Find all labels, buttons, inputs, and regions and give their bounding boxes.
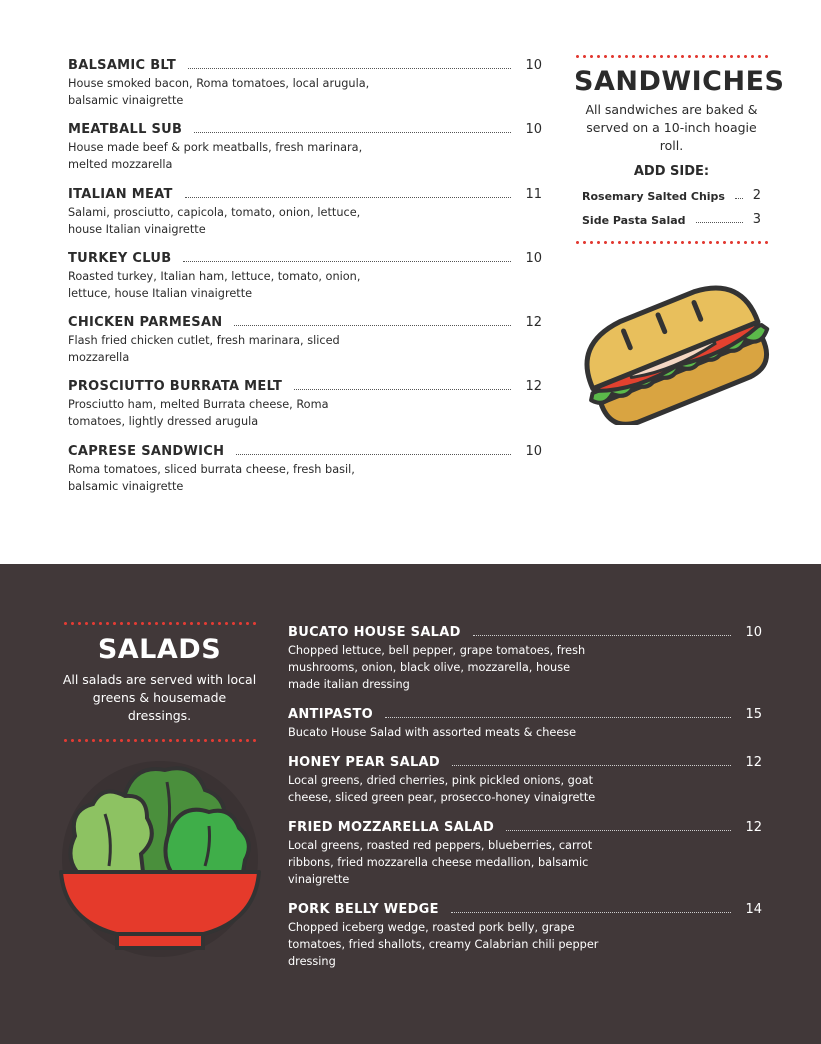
- item-description: Local greens, dried cherries, pink pickled onions, goat cheese, sliced green pear, prosecco-honey vinaigrette: [288, 774, 596, 804]
- menu-item: [288, 752, 762, 806]
- item-description: Salami, prosciutto, capicola, tomato, onion, lettuce, house Italian vinaigrette: [68, 205, 361, 236]
- sandwich-icon: [565, 280, 780, 425]
- menu-item: [288, 622, 762, 693]
- salad-info-panel: [62, 622, 257, 742]
- item-description: Prosciutto ham, melted Burrata cheese, Roma tomatoes, lightly dressed arugula: [68, 398, 329, 429]
- dotted-leader: [234, 325, 511, 326]
- dotted-leader: [473, 635, 732, 636]
- item-description: House made beef & pork meatballs, fresh marinara, melted mozzarella: [68, 141, 363, 172]
- menu-item: [68, 312, 542, 376]
- section-title: SANDWICHES: [574, 66, 785, 97]
- dotted-leader: [452, 765, 731, 766]
- side-price: 2: [752, 188, 761, 203]
- sandwich-menu-list: [68, 55, 542, 505]
- item-name: BALSAMIC BLT: [68, 58, 177, 73]
- dotted-leader: [506, 830, 731, 831]
- menu-item: [68, 376, 542, 440]
- item-name: BUCATO HOUSE SALAD: [288, 625, 461, 640]
- item-description: Roasted turkey, Italian ham, lettuce, tomato, onion, lettuce, house Italian vinaigrette: [68, 269, 361, 300]
- salad-menu-list: [288, 622, 762, 981]
- dotted-leader: [385, 717, 731, 718]
- item-name: CAPRESE SANDWICH: [68, 443, 225, 459]
- dotted-leader: [294, 389, 511, 390]
- item-name: CHICKEN PARMESAN: [68, 315, 223, 331]
- item-description: Roma tomatoes, sliced burrata cheese, fresh basil, balsamic vinaigrette: [68, 462, 355, 493]
- side-item: [574, 203, 769, 227]
- item-name: HONEY PEAR SALAD: [288, 755, 440, 770]
- menu-item: [68, 184, 542, 248]
- item-description: Flash fried chicken cutlet, fresh marinara, sliced mozzarella: [68, 334, 340, 365]
- side-name: Rosemary Salted Chips: [582, 190, 725, 203]
- item-price: 15: [745, 707, 762, 722]
- menu-item: [68, 119, 542, 183]
- item-price: 12: [525, 315, 542, 331]
- item-price: 10: [525, 122, 542, 138]
- dotted-leader: [194, 132, 511, 133]
- item-name: FRIED MOZZARELLA SALAD: [288, 820, 495, 835]
- dotted-leader: [236, 454, 511, 455]
- menu-item: [288, 899, 762, 970]
- section-title: SALADS: [97, 634, 222, 665]
- dotted-divider: [574, 241, 769, 244]
- item-name: TURKEY CLUB: [68, 250, 172, 266]
- dotted-divider: [574, 55, 769, 58]
- item-description: Chopped iceberg wedge, roasted pork belly, grape tomatoes, fried shallots, creamy Calabrian chili pepper dressing: [288, 921, 599, 968]
- dotted-leader: [735, 198, 743, 199]
- item-name: PORK BELLY WEDGE: [288, 902, 439, 917]
- dotted-divider: [62, 739, 257, 742]
- item-name: ANTIPASTO: [288, 707, 374, 722]
- item-price: 11: [525, 186, 542, 202]
- item-description: House smoked bacon, Roma tomatoes, local arugula, balsamic vinaigrette: [68, 77, 370, 107]
- dotted-divider: [62, 622, 257, 625]
- sandwich-info-panel: [574, 55, 785, 244]
- item-price: 10: [525, 443, 542, 459]
- side-price: 3: [752, 212, 761, 227]
- item-name: PROSCIUTTO BURRATA MELT: [68, 379, 283, 395]
- salad-section: [0, 564, 821, 1044]
- menu-item: [68, 441, 542, 505]
- item-price: 12: [745, 755, 762, 770]
- menu-item: [68, 248, 542, 312]
- dotted-leader: [183, 261, 511, 262]
- side-item: [574, 179, 769, 203]
- section-subtitle: All salads are served with local greens & housemade dressings.: [62, 672, 257, 723]
- section-subtitle: All sandwiches are baked & served on a 10-inch hoagie roll.: [585, 102, 758, 153]
- item-price: 12: [745, 820, 762, 835]
- item-description: Chopped lettuce, bell pepper, grape tomatoes, fresh mushrooms, onion, black olive, mozzarella, house made italian dressing: [288, 644, 586, 691]
- item-price: 10: [525, 58, 542, 73]
- dotted-leader: [451, 912, 732, 913]
- item-name: ITALIAN MEAT: [68, 186, 173, 202]
- add-side-heading: ADD SIDE:: [633, 164, 710, 179]
- side-name: Side Pasta Salad: [582, 214, 686, 227]
- item-description: Local greens, roasted red peppers, blueberries, carrot ribbons, fried mozzarella cheese medallion, balsamic vinaigrette: [288, 839, 593, 886]
- dotted-leader: [188, 68, 511, 69]
- item-name: MEATBALL SUB: [68, 122, 183, 138]
- dotted-leader: [696, 222, 743, 223]
- salad-bowl-icon: [55, 754, 265, 959]
- menu-item: [68, 55, 542, 119]
- menu-item: [288, 704, 762, 741]
- item-price: 14: [745, 902, 762, 917]
- item-description: Bucato House Salad with assorted meats & cheese: [288, 726, 577, 739]
- item-price: 10: [525, 250, 542, 266]
- dotted-leader: [185, 197, 512, 198]
- item-price: 12: [525, 379, 542, 395]
- menu-item: [288, 817, 762, 888]
- item-price: 10: [745, 625, 762, 640]
